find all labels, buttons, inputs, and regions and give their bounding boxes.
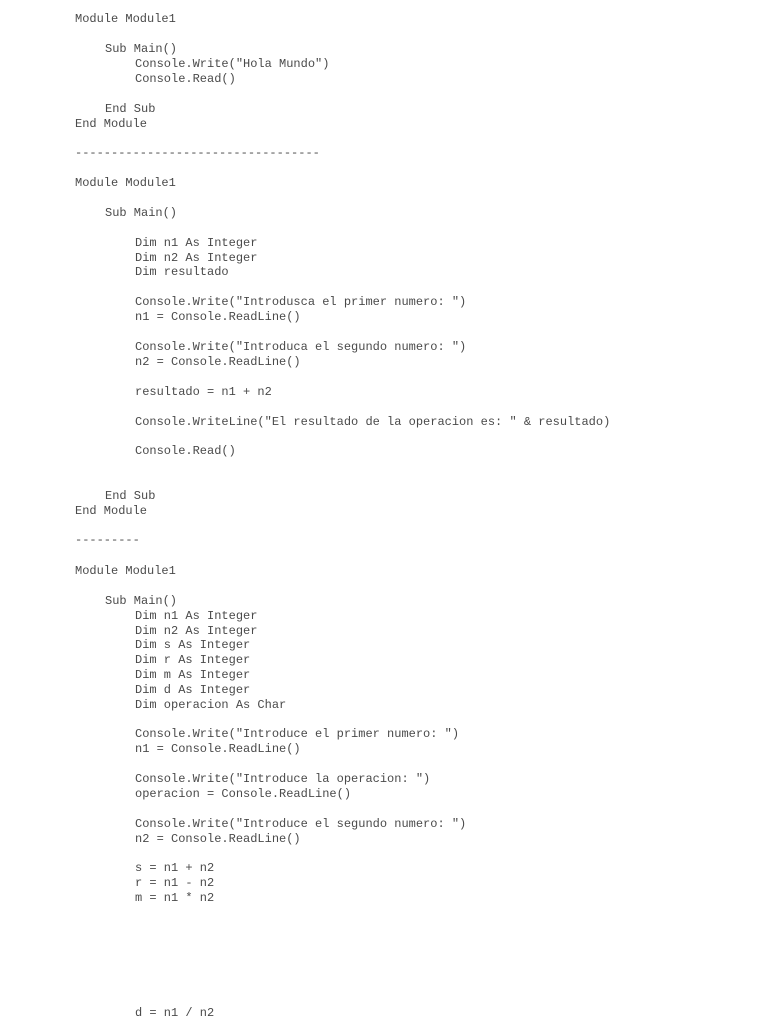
code-line-sub-main: Sub Main() bbox=[105, 594, 178, 608]
code-line-console-write: Console.Write("Introdusca el primer numero: ") bbox=[135, 295, 467, 309]
code-line-end-module: End Module bbox=[75, 117, 148, 131]
code-line-dim: Dim n2 As Integer bbox=[135, 624, 258, 638]
code-line-console-read: Console.Read() bbox=[135, 72, 236, 86]
code-line-console-write: Console.Write("Hola Mundo") bbox=[135, 57, 330, 71]
code-line-console-write: Console.Write("Introduce el primer numero: ") bbox=[135, 727, 460, 741]
code-line-module-declaration: Module Module1 bbox=[75, 12, 176, 26]
separator-line: --------- bbox=[75, 533, 140, 547]
code-line-console-read: Console.Read() bbox=[135, 444, 236, 458]
code-line-dim: Dim d As Integer bbox=[135, 683, 251, 697]
code-line-dim: Dim n1 As Integer bbox=[135, 609, 258, 623]
separator-line: ---------------------------------- bbox=[75, 146, 320, 160]
code-line-end-module: End Module bbox=[75, 504, 148, 518]
code-line-dim: Dim m As Integer bbox=[135, 668, 251, 682]
code-line-end-sub: End Sub bbox=[105, 489, 156, 503]
code-line-module-declaration: Module Module1 bbox=[75, 564, 176, 578]
code-line-dim: Dim resultado bbox=[135, 265, 229, 279]
code-line-readline: n1 = Console.ReadLine() bbox=[135, 742, 301, 756]
code-line-assignment: s = n1 + n2 bbox=[135, 861, 215, 875]
code-line-dim: Dim operacion As Char bbox=[135, 698, 287, 712]
code-line-assignment: r = n1 - n2 bbox=[135, 876, 215, 890]
code-line-console-write: Console.Write("Introduca el segundo numero: ") bbox=[135, 340, 467, 354]
code-line-readline: n2 = Console.ReadLine() bbox=[135, 832, 301, 846]
code-line-dim: Dim r As Integer bbox=[135, 653, 251, 667]
code-line-console-write: Console.Write("Introduce la operacion: ") bbox=[135, 772, 431, 786]
code-line-assignment: resultado = n1 + n2 bbox=[135, 385, 272, 399]
code-line-console-write: Console.Write("Introduce el segundo numero: ") bbox=[135, 817, 467, 831]
code-line-assignment: m = n1 * n2 bbox=[135, 891, 215, 905]
code-line-module-declaration: Module Module1 bbox=[75, 176, 176, 190]
code-line-end-sub: End Sub bbox=[105, 102, 156, 116]
code-line-dim: Dim n2 As Integer bbox=[135, 251, 258, 265]
code-line-readline: operacion = Console.ReadLine() bbox=[135, 787, 352, 801]
code-line-readline: n2 = Console.ReadLine() bbox=[135, 355, 301, 369]
code-line-assignment: d = n1 / n2 bbox=[135, 1006, 215, 1020]
code-line-sub-main: Sub Main() bbox=[105, 206, 178, 220]
code-line-console-writeline: Console.WriteLine("El resultado de la operacion es: " & resultado) bbox=[135, 415, 611, 429]
code-line-dim: Dim n1 As Integer bbox=[135, 236, 258, 250]
code-line-readline: n1 = Console.ReadLine() bbox=[135, 310, 301, 324]
code-line-dim: Dim s As Integer bbox=[135, 638, 251, 652]
code-line-sub-main: Sub Main() bbox=[105, 42, 178, 56]
